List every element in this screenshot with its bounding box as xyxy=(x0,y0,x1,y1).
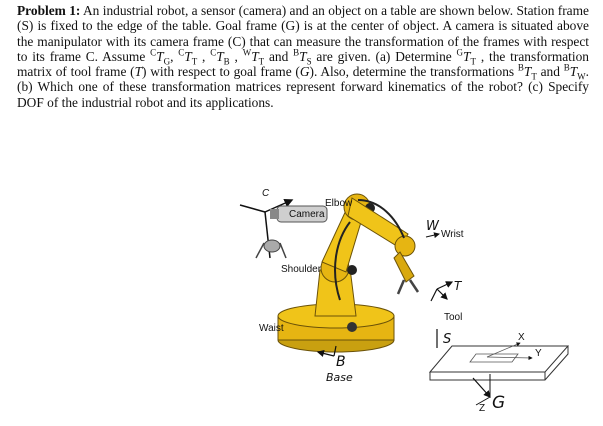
table-axis-y-label: Y xyxy=(535,348,542,359)
sep-3: , xyxy=(229,48,243,64)
t3-sub: B xyxy=(223,56,230,67)
goal-frame-label: G xyxy=(492,393,506,413)
t8-sup: B xyxy=(563,62,570,73)
problem-text-6: and xyxy=(536,64,564,80)
goal-axis-z-label: Z xyxy=(479,403,486,414)
tool-frame-label: T xyxy=(454,279,462,293)
t6-sup: G xyxy=(456,47,464,58)
goal-axis-z xyxy=(473,378,490,397)
table-axis-x-label: X xyxy=(518,332,525,343)
t7-sup: B xyxy=(517,62,524,73)
t4-sub: T xyxy=(258,56,265,67)
frame-t: T xyxy=(134,64,143,80)
sep-1: , xyxy=(170,48,179,64)
problem-text-4: ) with respect to goal frame ( xyxy=(142,64,300,80)
t3-t: T xyxy=(216,48,224,64)
tool-label: Tool xyxy=(444,312,463,323)
camera-label: Camera xyxy=(289,209,325,220)
t5-t: T xyxy=(299,48,307,64)
t2-sub: T xyxy=(191,56,198,67)
t6-t: T xyxy=(463,48,471,64)
wrist-label: Wrist xyxy=(441,229,464,240)
base-label: Base xyxy=(326,371,353,384)
problem-text-3: , the transformation matrix of tool frame ( xyxy=(17,48,590,80)
elbow-label: Elbow xyxy=(325,198,353,209)
shoulder-label: Shoulder xyxy=(281,264,322,275)
waist-label: Waist xyxy=(259,323,284,334)
t3-sup: C xyxy=(210,47,217,58)
t7-sub: T xyxy=(531,71,537,82)
station-frame-label: S xyxy=(443,332,452,347)
waist-joint-icon xyxy=(347,322,357,332)
wrist-frame-label: W xyxy=(426,219,439,234)
t4-t: T xyxy=(251,48,259,64)
camera-frame-label: C xyxy=(262,188,270,199)
t8-t: T xyxy=(569,64,578,80)
camera-axis-y xyxy=(240,205,265,212)
t2-sup: C xyxy=(178,47,185,58)
sep-2: , xyxy=(197,48,211,64)
sep-4: and xyxy=(264,48,294,64)
t2-t: T xyxy=(184,48,192,64)
problem-text-7: . (b) Which one of these transformation matrices represent forward kinematics of the robot? (c) Specify DOF of the industrial robot and its applications. xyxy=(17,64,590,110)
base-frame-label: B xyxy=(336,354,346,370)
t5-sub: S xyxy=(306,56,312,67)
frame-g: G xyxy=(299,64,310,80)
t6-sub: T xyxy=(470,56,476,67)
wrist-frame xyxy=(426,219,440,234)
t1-sub: G xyxy=(163,56,171,67)
tool-frame xyxy=(431,279,463,301)
t5-sup: B xyxy=(293,47,300,58)
problem-heading: Problem 1: xyxy=(17,3,81,18)
t1-t: T xyxy=(156,48,164,64)
station-frame xyxy=(437,329,451,348)
shoulder-joint-icon xyxy=(347,265,357,275)
problem-text-5: ). Also, determine the transformations xyxy=(309,64,518,80)
t8-sub: W xyxy=(577,71,586,82)
t4-sup: W xyxy=(242,47,252,58)
problem-text-2: are given. (a) Determine xyxy=(311,48,457,64)
problem-text-1: An industrial robot, a sensor (camera) and an object on a table are shown below. Station frame (S) is fixed to the edge of the table. Goal frame (G) is at the center of object. A camera is situated above the manipulator with its camera frame (C) that can measure the transformation of the frames with respect to its frame C. Assume xyxy=(17,3,589,64)
t7-t: T xyxy=(523,64,532,80)
t1-sup: C xyxy=(150,47,157,58)
